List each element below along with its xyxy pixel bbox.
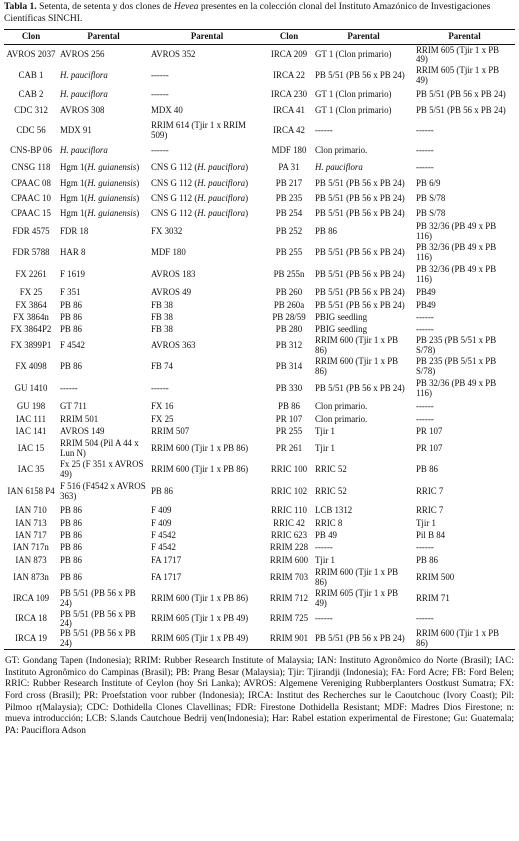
table-row (4, 400, 515, 414)
table-cell-clone: CNSG 118 (11, 161, 51, 172)
table-row (4, 542, 515, 554)
table-cell-parental: ------ (151, 70, 169, 81)
table-row (4, 300, 515, 312)
table-cell-clone: RRIC 102 (270, 486, 308, 497)
table-cell-parental: Clon primario. (315, 413, 368, 424)
table-cell-clone: PA 31 (278, 161, 300, 172)
table-cell-parental: Tjir 1 (315, 442, 335, 453)
table-cell-clone: CDC 56 (16, 124, 46, 135)
table-cell-parental: PB 86 (60, 541, 82, 552)
table-cell-parental: PB 5/51 (PB 56 x PB 24) (315, 299, 405, 310)
table-row (4, 504, 515, 518)
table-row (4, 87, 515, 103)
table-cell-parental: PB 5/51 (PB 56 x PB 24) (315, 633, 405, 644)
table-cell-clone: CNS-BP 06 (10, 145, 52, 156)
table-cell-parental: F 409 (151, 517, 172, 528)
table-cell-clone: IAN 713 (15, 517, 47, 528)
table-cell-parental: FB 38 (151, 311, 173, 322)
table-cell-parental: RRIM 600 (Tjir 1 x PB 86) (151, 593, 249, 604)
caption-label: Tabla 1. (4, 1, 37, 12)
table-row (4, 426, 515, 438)
table-cell-parental: CNS G 112 (H. pauciflora) (151, 177, 249, 188)
table-cell-parental: FB 38 (151, 323, 173, 334)
table-cell-parental: AVROS 363 (151, 340, 196, 351)
table-cell-parental: PB 86 (60, 517, 82, 528)
table-cell-clone: IRCA 230 (270, 88, 308, 99)
table-cell-clone: IAN 710 (15, 504, 47, 515)
table-cell-parental: F 1619 (60, 268, 85, 279)
table-cell-parental: RRIM 605 (Tjir 1 x PB 49) (416, 65, 500, 85)
table-cell-clone: RRIC 110 (271, 504, 307, 515)
table-cell-parental: PB 86 (315, 226, 337, 237)
table-cell-clone: PB 330 (275, 382, 303, 393)
table-row (4, 554, 515, 568)
table-row (4, 207, 515, 222)
table-row (4, 568, 515, 589)
table-cell-parental: ------ (416, 161, 434, 172)
table-cell-parental: RRIM 600 (Tjir 1 x PB 86) (315, 356, 399, 376)
table-cell-parental: PB 5/51 (PB 56 x PB 24) (315, 268, 405, 279)
table-cell-parental: PB 86 (60, 323, 82, 334)
table-cell-parental: PB 86 (60, 311, 82, 322)
table-cell-clone: IAC 141 (15, 425, 47, 436)
table-cell-parental: PB 86 (416, 554, 438, 565)
table-cell-parental: PB49 (416, 286, 436, 297)
table-cell-parental: Hgm 1(H. guianensis) (60, 177, 140, 188)
table-cell-clone: IAN 717 (15, 529, 47, 540)
table-cell-parental: AVROS 49 (151, 286, 192, 297)
table-row (4, 438, 515, 460)
table-cell-parental: PB S/78 (416, 193, 446, 204)
table-cell-parental: H. pauciflora (315, 161, 363, 172)
table-row (4, 378, 515, 400)
table-row (4, 119, 515, 143)
table-row (4, 66, 515, 87)
table-row (4, 357, 515, 378)
table-cell-parental: PB 49 (315, 529, 337, 540)
table-cell-parental: RRIM 501 (60, 413, 99, 424)
table-cell-clone: PR 255 (275, 425, 303, 436)
table-cell-parental: GT 1 (Clon primario) (315, 88, 392, 99)
table-cell-parental: F 4542 (60, 340, 85, 351)
table-row (4, 589, 515, 610)
table-cell-clone: PB 314 (275, 361, 303, 372)
table-cell-parental: GT 711 (60, 400, 87, 411)
table-cell-parental: PR 107 (416, 425, 443, 436)
table-cell-parental: Hgm 1(H. guianensis) (60, 193, 140, 204)
table-cell-clone: IAC 35 (17, 464, 45, 475)
table-cell-clone: PB 255 (275, 247, 303, 258)
table-cell-clone: IAC 111 (15, 413, 47, 424)
table-cell-clone: PB 260 (275, 286, 303, 297)
table-cell-clone: IRCA 22 (273, 70, 305, 81)
table-cell-parental: PR 107 (416, 442, 443, 453)
header-parental: Parental (448, 31, 481, 42)
table-cell-parental: PB 86 (60, 529, 82, 540)
table-cell-parental: PB 5/51 (PB 56 x PB 24) (416, 104, 506, 115)
table-cell-parental: PB 6/9 (416, 177, 441, 188)
table-row (4, 336, 515, 357)
table-cell-clone: PB 28/59 (272, 311, 306, 322)
table-cell-parental: ------ (416, 400, 434, 411)
clone-table (4, 29, 515, 650)
table-cell-parental: ------ (416, 413, 434, 424)
table-row (4, 264, 515, 286)
table-cell-parental: RRIC 52 (315, 486, 347, 497)
table-cell-parental: F 4542 (151, 541, 176, 552)
table-cell-parental: PB 5/51 (PB 56 x PB 24) (315, 193, 405, 204)
table-cell-parental: RRIM 507 (151, 425, 190, 436)
table-cell-parental: F 351 (60, 286, 81, 297)
table-cell-parental: PBIG seedling (315, 323, 368, 334)
table-cell-parental: PBIG seedling (315, 311, 368, 322)
table-cell-parental: PB 86 (60, 554, 82, 565)
table-cell-parental: PB 86 (60, 361, 82, 372)
table-cell-parental: RRIM 600 (Tjir 1 x PB 86) (416, 628, 500, 648)
table-cell-parental: PB 5/51 (PB 56 x PB 24) (60, 609, 136, 629)
header-clon: Clon (21, 31, 41, 42)
table-row (4, 192, 515, 207)
table-row (4, 176, 515, 192)
table-cell-parental: PB 5/51 (PB 56 x PB 24) (315, 382, 405, 393)
table-cell-parental: LCB 1312 (315, 504, 353, 515)
table-cell-clone: PB 86 (278, 400, 300, 411)
table-cell-parental: ------ (60, 382, 78, 393)
table-cell-parental: FA 1717 (151, 572, 182, 583)
table-cell-parental: Fx 25 (F 351 x AVROS 49) (60, 459, 144, 479)
table-cell-parental: MDF 180 (151, 247, 186, 258)
table-cell-parental: ------ (416, 124, 434, 135)
table-cell-clone: MDF 180 (271, 145, 307, 156)
table-cell-clone: PB 252 (275, 226, 303, 237)
table-cell-parental: PB 5/51 (PB 56 x PB 24) (416, 88, 506, 99)
table-header-row (4, 30, 515, 45)
table-cell-parental: RRIM 500 (416, 572, 455, 583)
table-cell-parental: PB 5/51 (PB 56 x PB 24) (315, 177, 405, 188)
table-row (4, 160, 515, 176)
table-cell-clone: IRCA 42 (273, 124, 305, 135)
table-cell-parental: RRIM 600 (Tjir 1 x PB 86) (151, 442, 249, 453)
table-cell-parental: MDX 40 (151, 104, 183, 115)
table-cell-clone: IAN 717n (13, 541, 49, 552)
table-cell-clone: PB 235 (275, 193, 303, 204)
table-cell-parental: RRIM 605 (Tjir 1 x PB 49) (151, 613, 249, 624)
table-cell-clone: RRIC 100 (270, 464, 308, 475)
table-cell-parental: ------ (151, 88, 169, 99)
table-cell-clone: IAN 6158 P4 (7, 486, 55, 497)
table-row (4, 629, 515, 650)
table-cell-parental: ------ (151, 382, 169, 393)
table-cell-clone: CDC 312 (14, 104, 48, 115)
table-cell-clone: FDR 5788 (12, 247, 50, 258)
table-cell-parental: PB 32/36 (PB 49 x PB 116) (416, 242, 497, 262)
table-cell-clone: FX 3864P2 (10, 323, 52, 334)
table-cell-clone: PB 312 (275, 340, 303, 351)
table-cell-parental: H. pauciflora (60, 88, 108, 99)
table-cell-parental: AVROS 308 (60, 104, 105, 115)
table-cell-parental: ------ (416, 311, 434, 322)
table-cell-parental: F 409 (151, 504, 172, 515)
table-cell-parental: Tjir 1 (315, 554, 335, 565)
table-row (4, 518, 515, 530)
table-cell-parental: ------ (416, 613, 434, 624)
table-row (4, 45, 515, 66)
table-cell-parental: Tjir 1 (416, 517, 436, 528)
table-cell-parental: PB 5/51 (PB 56 x PB 24) (315, 286, 405, 297)
header-parental: Parental (190, 31, 224, 42)
table-row (4, 243, 515, 264)
table-cell-clone: CAB 1 (18, 70, 44, 81)
table-cell-clone: GU 198 (16, 400, 46, 411)
table-cell-parental: PB 5/51 (PB 56 x PB 24) (60, 588, 136, 608)
table-row (4, 414, 515, 426)
table-cell-parental: FA 1717 (151, 554, 182, 565)
table-cell-clone: RRIM 600 (269, 554, 309, 565)
table-row (4, 143, 515, 160)
table-cell-parental: RRIC 7 (416, 504, 444, 515)
table-cell-clone: CPAAC 10 (11, 193, 51, 204)
table-cell-parental: PB 5/51 (PB 56 x PB 24) (315, 247, 405, 258)
table-cell-clone: CPAAC 08 (11, 177, 51, 188)
table-cell-parental: FX 25 (151, 413, 174, 424)
table-cell-parental: ------ (151, 145, 169, 156)
table-cell-parental: AVROS 149 (60, 425, 105, 436)
table-cell-parental: ------ (315, 124, 333, 135)
table-row (4, 103, 515, 119)
table-row (4, 324, 515, 336)
table-cell-parental: FDR 18 (60, 226, 89, 237)
table-cell-parental: RRIC 52 (315, 464, 347, 475)
table-cell-clone: IRCA 18 (15, 613, 47, 624)
table-cell-clone: FX 3899P1 (10, 340, 52, 351)
table-cell-clone: FX 3864n (13, 311, 49, 322)
table-row (4, 481, 515, 504)
table-cell-parental: RRIM 71 (416, 593, 450, 604)
table-cell-parental: PB 86 (416, 464, 438, 475)
table-cell-parental: Hgm 1(H. guianensis) (60, 161, 140, 172)
table-cell-parental: Tjir 1 (315, 425, 335, 436)
table-row (4, 286, 515, 300)
table-cell-parental: PB 86 (60, 299, 82, 310)
table-cell-parental: AVROS 183 (151, 268, 196, 279)
table-cell-parental: PB 5/51 (PB 56 x PB 24) (315, 70, 405, 81)
table-cell-parental: ------ (315, 613, 333, 624)
table-cell-clone: IRCA 41 (273, 104, 305, 115)
table-cell-clone: RRIM 228 (269, 541, 309, 552)
table-cell-parental: F 516 (F4542 x AVROS 363) (60, 481, 146, 501)
table-cell-parental: Clon primario. (315, 145, 368, 156)
table-cell-clone: PB 280 (275, 323, 303, 334)
table-cell-parental: FX 16 (151, 400, 174, 411)
header-clon: Clon (279, 31, 299, 42)
table-cell-parental: RRIM 605 (Tjir 1 x PB 49) (416, 44, 500, 65)
table-cell-parental: RRIM 605 (Tjir 1 x PB 49) (315, 588, 399, 608)
table-cell-parental: PB S/78 (416, 208, 446, 219)
table-cell-parental: PB 32/36 (PB 49 x PB 116) (416, 221, 497, 241)
table-cell-parental: PB 235 (PB 5/51 x PB S/78) (416, 335, 497, 355)
table-cell-parental: PB 32/36 (PB 49 x PB 116) (416, 377, 497, 398)
table-cell-parental: GT 1 (Clon primario) (315, 49, 392, 60)
table-cell-parental: MDX 91 (60, 124, 92, 135)
caption-text-a: Setenta, de setenta y dos clones de (36, 1, 174, 12)
table-cell-clone: PB 217 (275, 177, 303, 188)
table-cell-parental: AVROS 352 (151, 49, 196, 60)
table-cell-parental: PB49 (416, 299, 436, 310)
table-cell-parental: RRIM 600 (Tjir 1 x PB 86) (151, 464, 249, 475)
table-cell-parental: AVROS 256 (60, 49, 105, 60)
table-cell-parental: ------ (416, 541, 434, 552)
table-cell-clone: CPAAC 15 (11, 208, 51, 219)
table-cell-parental: CNS G 112 (H. pauciflora) (151, 161, 249, 172)
table-cell-clone: PB 260a (273, 299, 305, 310)
table-cell-clone: PB 255n (273, 268, 305, 279)
table-cell-parental: RRIM 600 (Tjir 1 x PB 86) (315, 335, 399, 355)
table-cell-parental: ------ (315, 541, 333, 552)
table-cell-clone: IRCA 19 (15, 633, 47, 644)
table-cell-parental: PB 32/36 (PB 49 x PB 116) (416, 263, 497, 284)
table-cell-parental: RRIM 605 (Tjir 1 x PB 49) (151, 633, 249, 644)
table-cell-parental: HAR 8 (60, 247, 86, 258)
table-cell-clone: GU 1410 (14, 382, 48, 393)
header-parental: Parental (87, 31, 120, 42)
table-row (4, 222, 515, 243)
table-cell-parental: RRIM 614 (Tjir 1 x RRIM 509) (151, 119, 246, 140)
table-cell-parental: PB 235 (PB 5/51 x PB S/78) (416, 356, 497, 376)
table-cell-parental: PB 86 (60, 572, 82, 583)
table-cell-parental: RRIM 600 (Tjir 1 x PB 86) (315, 567, 399, 587)
table-cell-clone: FX 4098 (15, 361, 47, 372)
table-cell-clone: FDR 4575 (12, 226, 50, 237)
table-caption (4, 1, 515, 25)
table-cell-clone: IRCA 209 (270, 49, 308, 60)
table-cell-parental: GT 1 (Clon primario) (315, 104, 392, 115)
table-row (4, 610, 515, 629)
table-row (4, 530, 515, 542)
table-cell-parental: ------ (416, 145, 434, 156)
table-cell-clone: RRIC 623 (270, 529, 308, 540)
table-cell-parental: F 4542 (151, 529, 176, 540)
table-cell-parental: CNS G 112 (H. pauciflora) (151, 193, 249, 204)
table-cell-parental: H. pauciflora (60, 70, 108, 81)
table-cell-parental: PB 86 (151, 486, 173, 497)
table-cell-clone: IAN 873 (15, 554, 47, 565)
table-cell-parental: FB 74 (151, 361, 173, 372)
table-cell-parental: PB 5/51 (PB 56 x PB 24) (315, 208, 405, 219)
table-cell-clone: RRIM 901 (269, 633, 309, 644)
table-cell-clone: IAC 15 (17, 442, 45, 453)
caption-text-b: presentes en la colección clonal del Instituto Amazónico de Investigaciones Científicas SINCHI. (4, 1, 491, 24)
header-parental: Parental (347, 31, 380, 42)
table-body (4, 45, 515, 650)
table-cell-clone: IRCA 109 (12, 593, 50, 604)
table-cell-clone: FX 3864 (15, 299, 47, 310)
table-cell-clone: CAB 2 (18, 88, 44, 99)
table-cell-clone: AVROS 2037 (6, 49, 56, 60)
table-cell-parental: Clon primario. (315, 400, 368, 411)
table-cell-parental: H. pauciflora (60, 145, 108, 156)
table-cell-parental: RRIM 504 (Pil A 44 x Lun N) (60, 437, 139, 458)
table-cell-clone: PR 261 (275, 442, 303, 453)
table-cell-parental: PB 5/51 (PB 56 x PB 24) (60, 628, 136, 648)
table-cell-parental: FX 3032 (151, 226, 183, 237)
caption-genus: Hevea (173, 1, 199, 12)
table-row (4, 312, 515, 324)
table-cell-clone: RRIM 703 (269, 572, 309, 583)
table-footnote: GT: Gondang Tapen (Indonesia); RRIM: Rubber Research Institute of Malaysia; IAN: Instituto Agronômico do Norte (Brasil); IAC: Instituto Agronômico do Campinas (Brasil); PB: Prang Besar (Malaysia); Tjir: Tjirandji (Indonesia); FA: Ford Acre; FB: Ford Belen; RRIC: Rubber Research Institute of Ceylon (hoy Sri Lanka); AVROS: Algemene Vereniging Rubberplanters Oostkust Sumatra; FX: Ford cross (Brasil); PR: Proefstation voor rubber (Indonesia); IRCA: Institut des Recherches sur le Caoutchouc (Ivory Coast); Pil: Pilmoo r(Malaysia); CDC: Dothidella Clones Clavellinas; FDR: Firestone Dothidella Resistant; MDF: Madres Dios Firestone; n: mueva introducción; LCB: S.lands Cautchoue Bedrij ven(Indonesia); Har: Rabel estation experimental de Firestone; Gu: Guatemala; PA: Pauciflora Adson (5, 656, 514, 736)
table-cell-clone: FX 25 (19, 286, 43, 297)
table-cell-parental: RRIC 8 (315, 517, 343, 528)
table-cell-clone: RRIM 712 (269, 593, 309, 604)
table-cell-clone: IAN 873n (13, 572, 49, 583)
table-cell-parental: RRIC 7 (416, 486, 444, 497)
table-cell-parental: CNS G 112 (H. pauciflora) (151, 208, 249, 219)
table-cell-clone: PR 107 (275, 413, 303, 424)
table-cell-clone: PB 254 (275, 208, 303, 219)
table-cell-parental: FB 38 (151, 299, 173, 310)
table-cell-clone: RRIM 725 (269, 613, 309, 624)
table-cell-parental: PB 86 (60, 504, 82, 515)
table-row (4, 460, 515, 481)
table-cell-parental: Pil B 84 (416, 529, 446, 540)
table-cell-clone: RRIC 42 (273, 517, 305, 528)
table-cell-clone: FX 2261 (15, 268, 47, 279)
table-cell-parental: Hgm 1(H. guianensis) (60, 208, 140, 219)
table-cell-parental: ------ (416, 323, 434, 334)
